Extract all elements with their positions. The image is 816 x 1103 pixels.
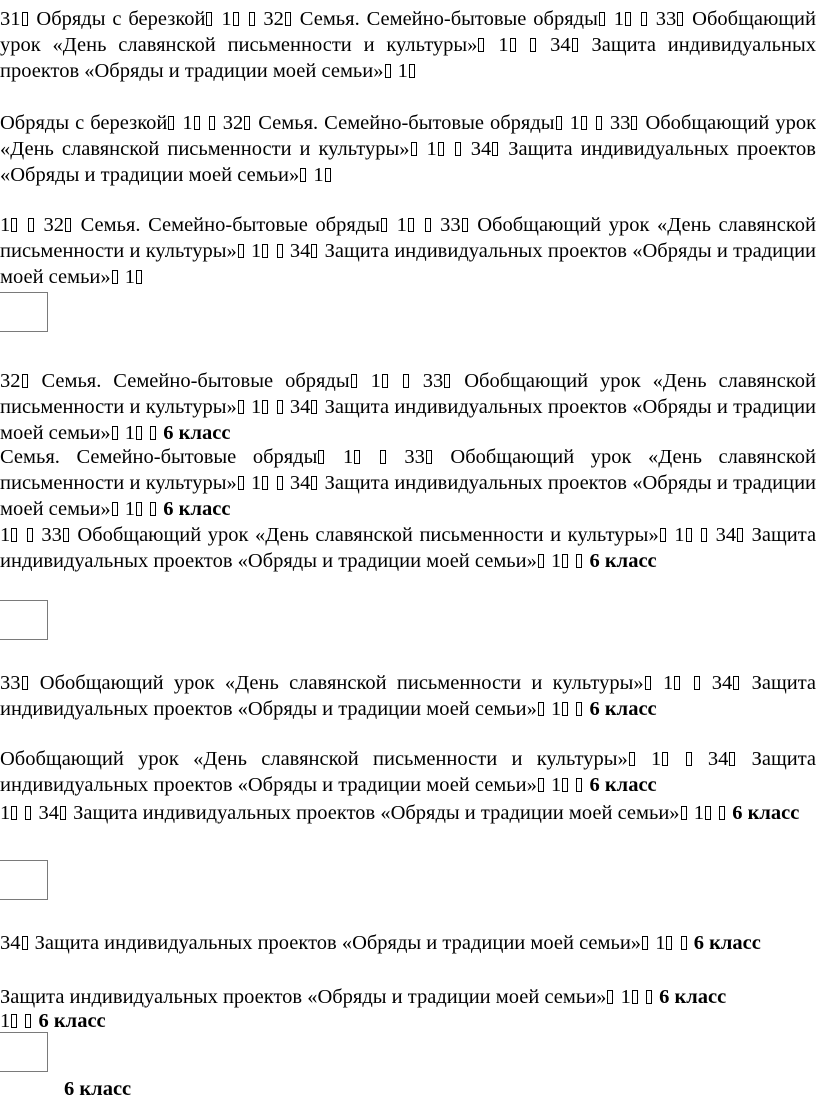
- paragraph-8: [0, 746, 816, 798]
- missing-glyph-icon: [150, 426, 156, 440]
- text-run: [694, 524, 701, 546]
- missing-glyph-icon: [354, 450, 360, 464]
- paragraph-6: [0, 522, 816, 574]
- missing-glyph-icon: [562, 702, 568, 716]
- text-run: [390, 370, 402, 392]
- missing-glyph-icon: [238, 244, 244, 258]
- missing-glyph-icon: [285, 12, 291, 26]
- missing-glyph-icon: [380, 450, 386, 464]
- text-run: 1: [688, 802, 704, 824]
- text-run: 1: [636, 748, 662, 770]
- text-run: [202, 112, 208, 134]
- grade-label: 6 класс: [589, 774, 657, 796]
- missing-glyph-icon: [538, 778, 544, 792]
- missing-glyph-icon: [562, 554, 568, 568]
- missing-glyph-icon: [209, 116, 215, 130]
- missing-glyph-icon: [686, 752, 692, 766]
- text-run: 34: [709, 524, 737, 546]
- text-run: [670, 748, 684, 770]
- grade-label: 6 класс: [693, 932, 761, 954]
- text-run: [19, 802, 24, 824]
- missing-glyph-icon: [277, 400, 283, 414]
- text-run: [713, 802, 718, 824]
- text-run: Обобщающий урок «День славянской письменности и культуры»: [0, 748, 628, 770]
- missing-glyph-icon: [581, 116, 587, 130]
- text-run: Защита индивидуальных проектов «Обряды и традиции моей семьи»: [0, 396, 816, 444]
- missing-glyph-icon: [662, 752, 668, 766]
- text-run: 34: [462, 138, 492, 160]
- missing-glyph-icon: [11, 806, 17, 820]
- missing-glyph-icon: [478, 38, 484, 52]
- missing-glyph-icon: [409, 64, 415, 78]
- text-run: 1: [418, 138, 437, 160]
- text-run: 34: [284, 472, 311, 494]
- paragraph-3: [0, 212, 816, 290]
- missing-glyph-icon: [510, 38, 516, 52]
- missing-glyph-icon: [112, 426, 118, 440]
- text-run: 1: [0, 214, 11, 236]
- text-run: 34: [284, 240, 311, 262]
- image-placeholder-box: [0, 860, 48, 900]
- text-run: 1: [119, 422, 136, 444]
- missing-glyph-icon: [136, 502, 142, 516]
- text-run: 1: [176, 112, 193, 134]
- text-run: Защита индивидуальных проектов «Обряды и традиции моей семьи»: [0, 138, 816, 186]
- missing-glyph-icon: [194, 116, 200, 130]
- missing-glyph-icon: [705, 806, 711, 820]
- text-run: 33: [432, 214, 461, 236]
- missing-glyph-icon: [11, 528, 17, 542]
- paragraph-5: [0, 444, 816, 522]
- missing-glyph-icon: [642, 936, 648, 950]
- missing-glyph-icon: [65, 218, 71, 232]
- missing-glyph-icon: [681, 936, 687, 950]
- text-run: Защита индивидуальных проектов «Обряды и традиции моей семьи»: [0, 240, 816, 288]
- missing-glyph-icon: [22, 12, 28, 26]
- text-run: 1: [0, 524, 11, 546]
- missing-glyph-icon: [444, 374, 450, 388]
- text-run: 34: [284, 396, 311, 418]
- paragraph-1: [0, 6, 816, 84]
- missing-glyph-icon: [28, 218, 34, 232]
- missing-glyph-icon: [382, 374, 388, 388]
- text-run: Обобщающий урок «День славянской письменности и культуры»: [0, 370, 816, 418]
- text-run: [674, 932, 679, 954]
- missing-glyph-icon: [22, 936, 28, 950]
- text-run: 1: [392, 60, 408, 82]
- missing-glyph-icon: [737, 528, 743, 542]
- missing-glyph-icon: [425, 218, 431, 232]
- missing-glyph-icon: [646, 990, 652, 1004]
- text-run: 34: [693, 748, 729, 770]
- missing-glyph-icon: [438, 142, 444, 156]
- text-run: [19, 1010, 24, 1032]
- missing-glyph-icon: [686, 528, 692, 542]
- text-run: [241, 8, 248, 30]
- text-run: Защита индивидуальных проектов «Обряды и традиции моей семьи»: [0, 524, 816, 572]
- text-run: 1: [245, 396, 262, 418]
- missing-glyph-icon: [660, 528, 666, 542]
- missing-glyph-icon: [403, 374, 409, 388]
- missing-glyph-icon: [694, 676, 700, 690]
- missing-glyph-icon: [462, 218, 468, 232]
- missing-glyph-icon: [277, 476, 283, 490]
- missing-glyph-icon: [385, 64, 391, 78]
- missing-glyph-icon: [238, 400, 244, 414]
- text-run: 33: [410, 370, 444, 392]
- missing-glyph-icon: [381, 218, 387, 232]
- missing-glyph-icon: [22, 374, 28, 388]
- text-run: 1: [214, 8, 232, 30]
- text-run: 1: [308, 164, 324, 186]
- missing-glyph-icon: [681, 806, 687, 820]
- text-run: [633, 8, 640, 30]
- text-run: 1: [326, 446, 354, 468]
- missing-glyph-icon: [262, 244, 268, 258]
- text-run: [589, 112, 595, 134]
- missing-glyph-icon: [311, 476, 317, 490]
- text-run: Семья. Семейно-бытовые обряды: [292, 8, 598, 30]
- text-run: [570, 774, 575, 796]
- text-run: Защита индивидуальных проектов «Обряды и традиции моей семьи»: [0, 986, 607, 1008]
- text-run: Обобщающий урок «День славянской письменности и культуры»: [0, 8, 816, 56]
- missing-glyph-icon: [641, 12, 647, 26]
- text-run: 1: [0, 802, 11, 824]
- missing-glyph-icon: [318, 450, 324, 464]
- missing-glyph-icon: [238, 476, 244, 490]
- text-run: 1: [667, 524, 685, 546]
- missing-glyph-icon: [11, 218, 17, 232]
- grade-label: 6 класс: [732, 802, 800, 824]
- text-run: [446, 138, 454, 160]
- missing-glyph-icon: [311, 400, 317, 414]
- text-run: Обобщающий урок «День славянской письменности и культуры»: [70, 524, 659, 546]
- text-run: [640, 986, 645, 1008]
- text-run: 32: [216, 112, 244, 134]
- text-run: 1: [545, 550, 562, 572]
- missing-glyph-icon: [492, 142, 498, 156]
- text-run: 1: [486, 34, 509, 56]
- missing-glyph-icon: [629, 752, 635, 766]
- missing-glyph-icon: [206, 12, 212, 26]
- text-run: [416, 214, 424, 236]
- text-run: Обобщающий урок «День славянской письменности и культуры»: [0, 112, 816, 160]
- missing-glyph-icon: [262, 476, 268, 490]
- missing-glyph-icon: [63, 528, 69, 542]
- missing-glyph-icon: [538, 554, 544, 568]
- text-run: 32: [256, 8, 284, 30]
- missing-glyph-icon: [411, 142, 417, 156]
- text-run: 1: [245, 240, 262, 262]
- missing-glyph-icon: [233, 12, 239, 26]
- missing-glyph-icon: [426, 450, 432, 464]
- missing-glyph-icon: [556, 116, 562, 130]
- text-run: 34: [0, 932, 21, 954]
- missing-glyph-icon: [607, 990, 613, 1004]
- grade-label: 6 класс: [38, 1010, 106, 1032]
- image-placeholder-box: [0, 600, 48, 640]
- text-run: Защита индивидуальных проектов «Обряды и традиции моей семьи»: [0, 672, 816, 720]
- text-run: 34: [33, 802, 59, 824]
- text-run: 1: [615, 986, 631, 1008]
- text-run: Семья. Семейно-бытовые обряды: [29, 370, 350, 392]
- missing-glyph-icon: [632, 990, 638, 1004]
- text-run: [270, 240, 275, 262]
- paragraph-12: [0, 1008, 816, 1034]
- missing-glyph-icon: [277, 244, 283, 258]
- missing-glyph-icon: [599, 12, 605, 26]
- text-run: [270, 396, 275, 418]
- text-run: 31: [0, 8, 21, 30]
- missing-glyph-icon: [733, 676, 739, 690]
- text-run: 33: [34, 524, 62, 546]
- text-run: 33: [0, 672, 21, 694]
- text-run: 1: [545, 698, 562, 720]
- missing-glyph-icon: [325, 168, 331, 182]
- text-run: 1: [545, 774, 562, 796]
- grade-label: 6 класс: [589, 550, 657, 572]
- missing-glyph-icon: [168, 116, 174, 130]
- missing-glyph-icon: [455, 142, 461, 156]
- text-run: Обобщающий урок «День славянской письменности и культуры»: [0, 214, 816, 262]
- missing-glyph-icon: [576, 554, 582, 568]
- missing-glyph-icon: [625, 12, 631, 26]
- missing-glyph-icon: [11, 1014, 17, 1028]
- missing-glyph-icon: [27, 528, 33, 542]
- text-run: 1: [389, 214, 407, 236]
- text-run: Семья. Семейно-бытовые обряды: [0, 446, 318, 468]
- text-run: [19, 214, 27, 236]
- footer-grade-label: 6 класс: [64, 1078, 132, 1100]
- missing-glyph-icon: [719, 806, 725, 820]
- missing-glyph-icon: [136, 270, 142, 284]
- missing-glyph-icon: [112, 270, 118, 284]
- missing-glyph-icon: [351, 374, 357, 388]
- text-run: 1: [119, 266, 136, 288]
- text-run: 32: [35, 214, 64, 236]
- text-run: [144, 422, 149, 444]
- missing-glyph-icon: [25, 806, 31, 820]
- text-run: Защита индивидуальных проектов «Обряды и традиции моей семьи»: [0, 34, 816, 82]
- missing-glyph-icon: [701, 528, 707, 542]
- paragraph-10: [0, 930, 816, 956]
- text-run: [19, 524, 26, 546]
- text-run: 1: [606, 8, 624, 30]
- missing-glyph-icon: [249, 12, 255, 26]
- missing-glyph-icon: [576, 702, 582, 716]
- text-run: Обряды с березкой: [0, 112, 168, 134]
- missing-glyph-icon: [596, 116, 602, 130]
- missing-glyph-icon: [262, 400, 268, 414]
- text-run: Семья. Семейно-бытовые обряды: [252, 112, 555, 134]
- missing-glyph-icon: [538, 702, 544, 716]
- text-run: [362, 446, 379, 468]
- missing-glyph-icon: [562, 778, 568, 792]
- grade-label: 6 класс: [659, 986, 727, 1008]
- text-run: Обобщающий урок «День славянской письменности и культуры»: [0, 446, 816, 494]
- paragraph-2: [0, 110, 816, 188]
- text-run: 34: [538, 34, 571, 56]
- text-run: [144, 498, 149, 520]
- text-run: 1: [358, 370, 381, 392]
- text-run: 34: [701, 672, 733, 694]
- text-run: 32: [0, 370, 21, 392]
- missing-glyph-icon: [729, 752, 735, 766]
- text-run: Защита индивидуальных проектов «Обряды и традиции моей семьи»: [68, 802, 680, 824]
- text-run: [570, 550, 575, 572]
- missing-glyph-icon: [25, 1014, 31, 1028]
- missing-glyph-icon: [530, 38, 536, 52]
- missing-glyph-icon: [150, 502, 156, 516]
- missing-glyph-icon: [666, 936, 672, 950]
- text-run: 1: [652, 672, 674, 694]
- missing-glyph-icon: [631, 116, 637, 130]
- text-run: [270, 472, 275, 494]
- missing-glyph-icon: [22, 676, 28, 690]
- text-run: 1: [0, 1010, 11, 1032]
- missing-glyph-icon: [300, 168, 306, 182]
- text-run: 1: [563, 112, 580, 134]
- missing-glyph-icon: [572, 38, 578, 52]
- image-placeholder-box: [0, 1032, 48, 1072]
- grade-label: 6 класс: [589, 698, 657, 720]
- missing-glyph-icon: [674, 676, 680, 690]
- paragraph-9: [0, 800, 816, 826]
- text-run: Защита индивидуальных проектов «Обряды и традиции моей семьи»: [29, 932, 642, 954]
- missing-glyph-icon: [136, 426, 142, 440]
- missing-glyph-icon: [311, 244, 317, 258]
- missing-glyph-icon: [112, 502, 118, 516]
- text-run: Семья. Семейно-бытовые обряды: [72, 214, 381, 236]
- missing-glyph-icon: [60, 806, 66, 820]
- text-run: Обобщающий урок «День славянской письменности и культуры»: [29, 672, 644, 694]
- text-run: Обряды с березкой: [29, 8, 206, 30]
- text-run: 33: [648, 8, 677, 30]
- grade-label: 6 класс: [163, 422, 231, 444]
- paragraph-4: [0, 368, 816, 446]
- paragraph-7: [0, 670, 816, 722]
- text-run: Защита индивидуальных проектов «Обряды и традиции моей семьи»: [0, 472, 816, 520]
- missing-glyph-icon: [677, 12, 683, 26]
- text-run: 33: [387, 446, 425, 468]
- text-run: Защита индивидуальных проектов «Обряды и традиции моей семьи»: [0, 748, 816, 796]
- paragraph-11: [0, 984, 816, 1010]
- grade-label: 6 класс: [163, 498, 231, 520]
- missing-glyph-icon: [645, 676, 651, 690]
- text-run: [682, 672, 692, 694]
- image-placeholder-box: [0, 292, 48, 332]
- text-run: 1: [650, 932, 666, 954]
- missing-glyph-icon: [576, 778, 582, 792]
- text-run: [570, 698, 575, 720]
- text-run: 1: [245, 472, 262, 494]
- missing-glyph-icon: [408, 218, 414, 232]
- missing-glyph-icon: [244, 116, 250, 130]
- text-run: [518, 34, 530, 56]
- text-run: 1: [119, 498, 136, 520]
- text-run: 33: [603, 112, 631, 134]
